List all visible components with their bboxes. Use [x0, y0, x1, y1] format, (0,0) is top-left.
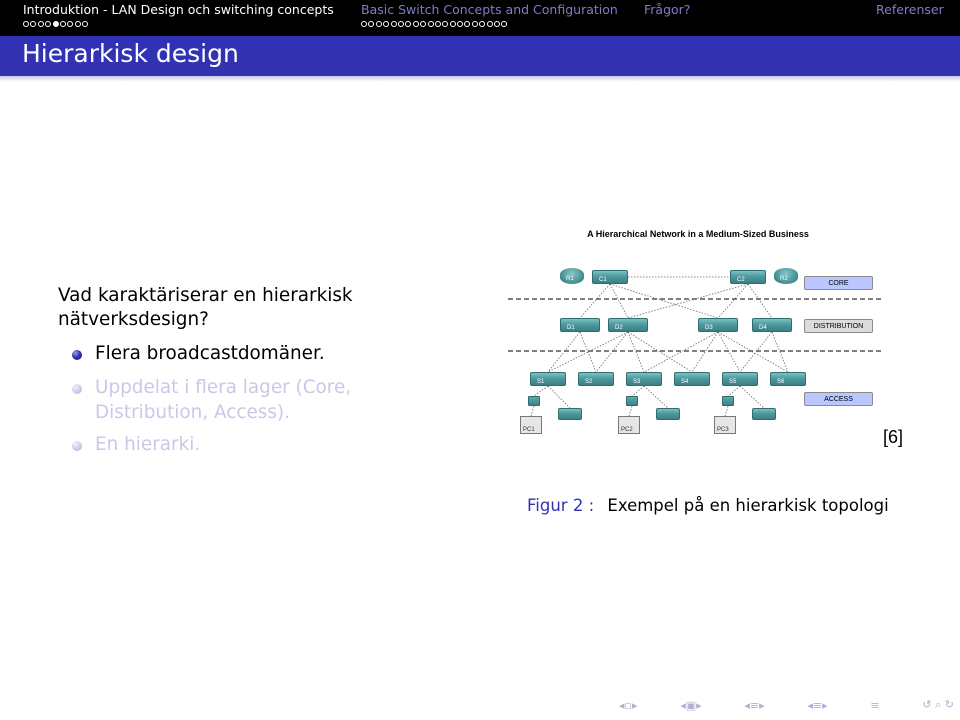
bullet-text: Flera broadcastdomäner. [95, 343, 325, 364]
slide-dot[interactable] [383, 21, 389, 27]
device-label: PC3 [717, 427, 729, 433]
device-label: S3 [633, 379, 641, 385]
network-link [728, 386, 740, 396]
slide-title: Hierarkisk design [22, 39, 239, 68]
slide-dot[interactable] [30, 21, 36, 27]
network-link [531, 406, 534, 416]
device-label: S2 [585, 379, 593, 385]
slide-dot[interactable] [450, 21, 456, 27]
section-link-references[interactable]: Referenser [876, 2, 944, 17]
network-link [718, 284, 748, 318]
access-layer-label: ACCESS [804, 392, 873, 406]
network-link [548, 332, 580, 372]
section-navigation-bar [0, 0, 960, 36]
slide-dot[interactable] [53, 21, 59, 27]
switch-s1 [530, 372, 566, 386]
network-link [580, 332, 596, 372]
bullet-ball-icon [72, 350, 82, 360]
citation[interactable]: [6] [883, 427, 904, 447]
device-label: S4 [681, 379, 689, 385]
slide-dot[interactable] [494, 21, 500, 27]
nav-section-icon[interactable]: ◂≡▸ [744, 698, 765, 712]
slide-dot[interactable] [442, 21, 448, 27]
printer-1 [528, 396, 540, 406]
question-text: Vad karaktäriserar en hierarkisk nätverksdesign? [58, 285, 353, 330]
slide-dot[interactable] [472, 21, 478, 27]
network-link [740, 386, 764, 408]
device-label: C2 [737, 277, 745, 283]
network-topology-figure [500, 220, 900, 450]
switch-c1 [592, 270, 628, 284]
network-link [628, 332, 692, 372]
slide-dot[interactable] [420, 21, 426, 27]
slide-dot[interactable] [487, 21, 493, 27]
slide-dot[interactable] [464, 21, 470, 27]
pc-pc1 [520, 416, 542, 434]
slide-dot[interactable] [75, 21, 81, 27]
network-link [628, 284, 748, 318]
network-link [725, 406, 728, 416]
slide-dot[interactable] [501, 21, 507, 27]
network-link [628, 332, 644, 372]
network-link [748, 284, 772, 318]
end-switch-2 [656, 408, 680, 420]
slide-dot[interactable] [67, 21, 73, 27]
end-switch-3 [752, 408, 776, 420]
end-switch-1 [558, 408, 582, 420]
section1-slide-dots [23, 21, 88, 27]
slide-dot[interactable] [361, 21, 367, 27]
device-label: PC2 [621, 427, 633, 433]
device-label: R2 [780, 276, 788, 282]
slide-dot[interactable] [82, 21, 88, 27]
device-label: D4 [759, 325, 767, 331]
network-link [534, 386, 548, 396]
slide-dot[interactable] [391, 21, 397, 27]
router-r2 [774, 268, 798, 284]
network-link [548, 386, 570, 408]
slide-dot[interactable] [376, 21, 382, 27]
slide-dot[interactable] [405, 21, 411, 27]
network-link [644, 332, 718, 372]
network-link [772, 332, 788, 372]
slide-dot[interactable] [23, 21, 29, 27]
network-link [610, 284, 718, 318]
device-label: S5 [729, 379, 737, 385]
nav-first-icon[interactable]: ◂▫▸ [619, 698, 638, 712]
nav-equal-icon[interactable]: ≡ [870, 698, 880, 712]
switch-d4 [752, 318, 792, 332]
slide-dot[interactable] [457, 21, 463, 27]
network-link [718, 332, 788, 372]
switch-d3 [698, 318, 738, 332]
caption-label: Figur 2 : [527, 496, 595, 515]
slide-dot[interactable] [428, 21, 434, 27]
network-link [692, 332, 718, 372]
pc-pc2 [618, 416, 640, 434]
device-label: D2 [615, 325, 623, 331]
network-link [580, 284, 610, 318]
switch-s2 [578, 372, 614, 386]
title-shadow [0, 76, 960, 82]
router-r1 [560, 268, 584, 284]
slide-dot[interactable] [38, 21, 44, 27]
figure-title: A Hierarchical Network in a Medium-Sized Business [587, 229, 809, 239]
device-label: D1 [567, 325, 575, 331]
bullet-ball-icon [72, 384, 82, 394]
nav-subsection-icon[interactable]: ◂≡▸ [807, 698, 828, 712]
switch-s3 [626, 372, 662, 386]
caption-text: Exempel på en hierarkisk topologi [607, 496, 889, 515]
slide-dot[interactable] [413, 21, 419, 27]
section2-slide-dots [361, 21, 507, 27]
pc-pc3 [714, 416, 736, 434]
distribution-layer-label: DISTRIBUTION [804, 319, 873, 333]
network-link [629, 406, 632, 416]
device-label: S6 [777, 379, 785, 385]
switch-d1 [560, 318, 600, 332]
slide-dot[interactable] [435, 21, 441, 27]
section-link-questions[interactable]: Frågor? [644, 2, 691, 17]
printer-2 [626, 396, 638, 406]
figure-caption [527, 496, 889, 515]
nav-search-icon[interactable]: ↺ ⌕ ↻ [922, 698, 954, 711]
network-link [740, 332, 772, 372]
switch-c2 [730, 270, 766, 284]
network-link [596, 332, 628, 372]
network-link [632, 386, 644, 396]
device-label: S1 [537, 379, 545, 385]
switch-d2 [608, 318, 648, 332]
slide-dot[interactable] [60, 21, 66, 27]
slide-dot[interactable] [479, 21, 485, 27]
slide-dot[interactable] [368, 21, 374, 27]
device-label: R1 [566, 276, 574, 282]
device-label: D3 [705, 325, 713, 331]
section-link-introduction[interactable]: Introduktion - LAN Design och switching concepts [23, 2, 334, 17]
printer-3 [722, 396, 734, 406]
section-link-basic-switch[interactable]: Basic Switch Concepts and Configuration [361, 2, 618, 17]
slide-dot[interactable] [398, 21, 404, 27]
core-layer-label: CORE [804, 276, 873, 290]
nav-frame-icon[interactable]: ◂▣▸ [680, 698, 702, 712]
slide-dot[interactable] [45, 21, 51, 27]
device-label: C1 [599, 277, 607, 283]
bullet-text: Uppdelat i flera lager (Core, Distribution, Access). [95, 377, 352, 423]
bullet-ball-icon [72, 441, 82, 451]
network-link [644, 386, 668, 408]
switch-s6 [770, 372, 806, 386]
beamer-navigation [619, 697, 954, 713]
switch-s4 [674, 372, 710, 386]
bullet-text: En hierarki. [95, 434, 201, 455]
switch-s5 [722, 372, 758, 386]
device-label: PC1 [523, 427, 535, 433]
